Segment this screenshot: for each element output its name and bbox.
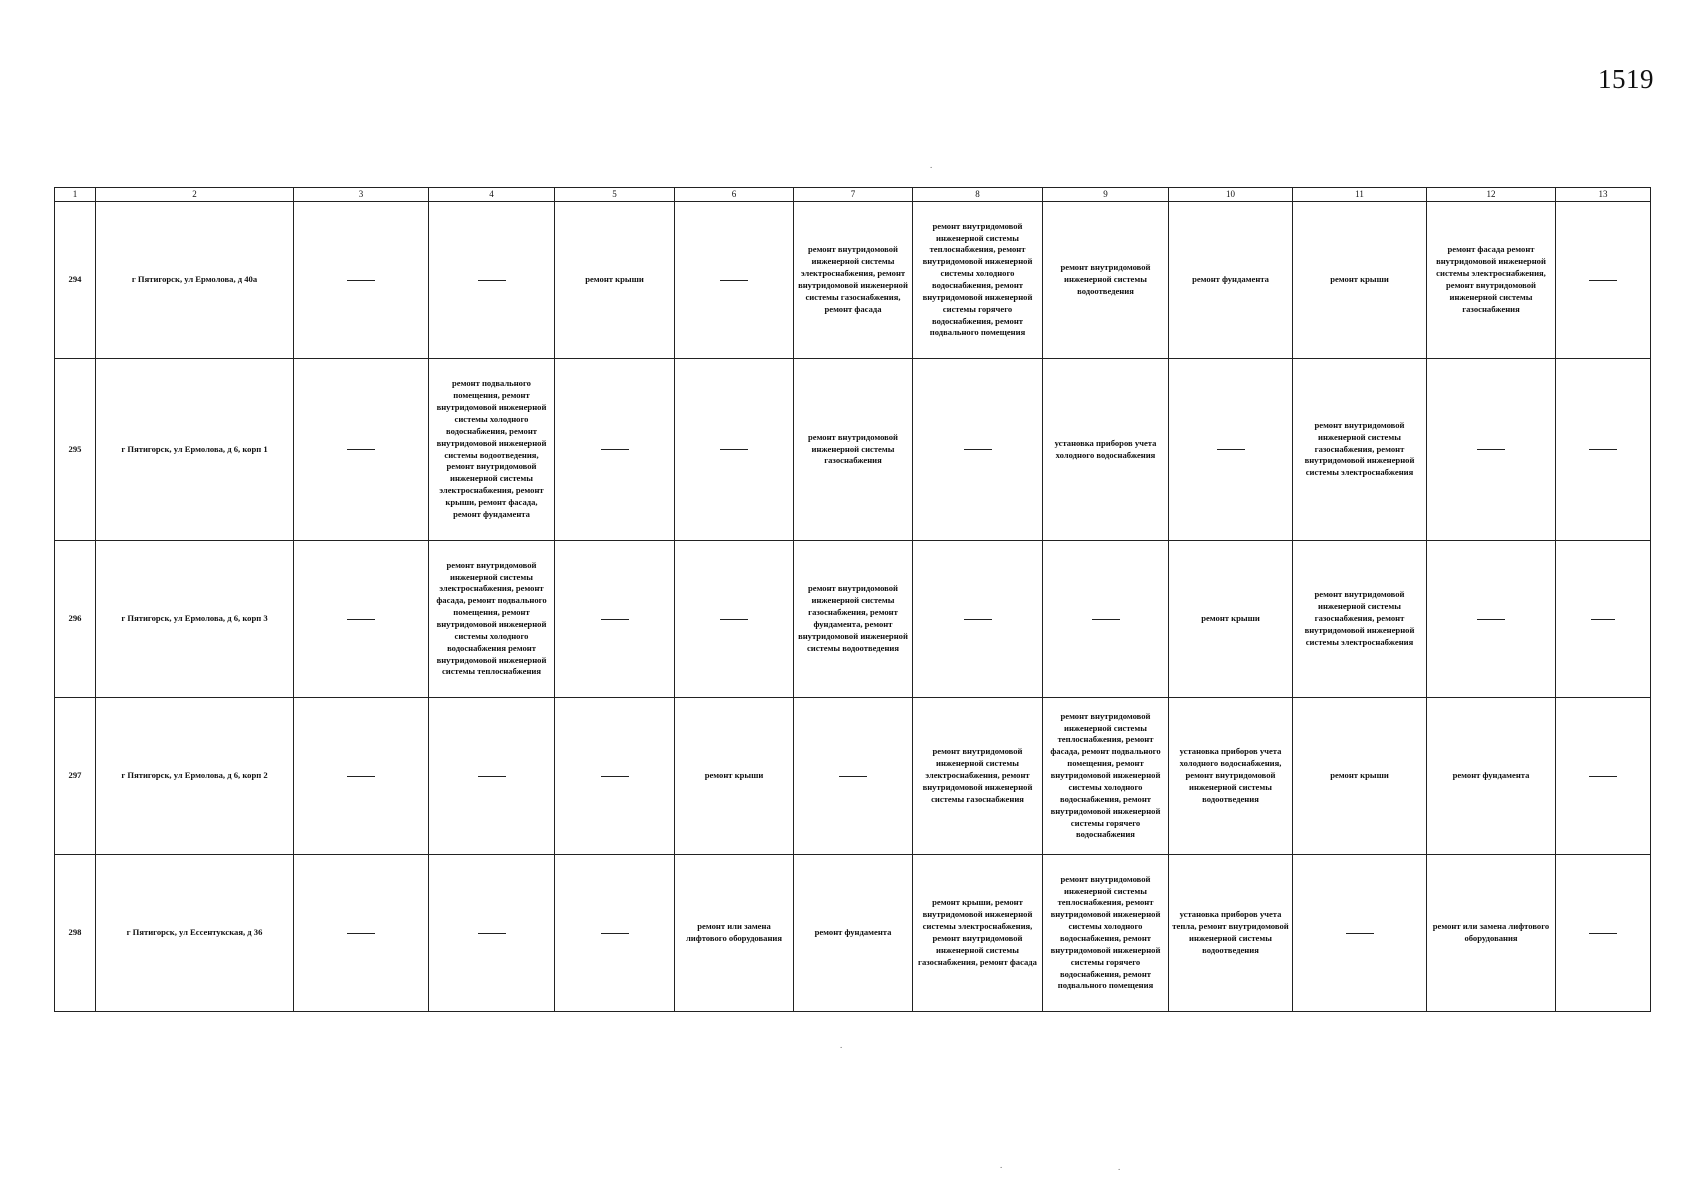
work-cell: ремонт крыши, ремонт внутридомовой инженерной системы электроснабжения, ремонт внутридомовой инженерной системы газоснабжения, ремонт фасада (913, 855, 1043, 1012)
row-number: 298 (55, 855, 96, 1012)
empty-dash (1556, 202, 1651, 359)
work-cell: установка приборов учета тепла, ремонт внутридомовой инженерной системы водоотведения (1169, 855, 1293, 1012)
row-number: 297 (55, 698, 96, 855)
work-cell: ремонт внутридомовой инженерной системы теплоснабжения, ремонт внутридомовой инженерной системы холодного водоснабжения, ремонт внутридомовой инженерной системы горячего водоснабжения, ремонт подвального помещения (913, 202, 1043, 359)
address-cell: г Пятигорск, ул Ермолова, д 6, корп 3 (96, 541, 294, 698)
col-header-5: 5 (555, 188, 675, 202)
col-header-6: 6 (675, 188, 794, 202)
table-row (55, 855, 1651, 1012)
col-header-8: 8 (913, 188, 1043, 202)
empty-dash (1043, 541, 1169, 698)
scan-speck: . (840, 1040, 843, 1050)
col-header-13: 13 (1556, 188, 1651, 202)
empty-dash (1427, 359, 1556, 541)
empty-dash (1169, 359, 1293, 541)
work-cell: установка приборов учета холодного водоснабжения, ремонт внутридомовой инженерной системы водоотведения (1169, 698, 1293, 855)
empty-dash (294, 698, 429, 855)
row-number: 295 (55, 359, 96, 541)
table-row (55, 541, 1651, 698)
empty-dash (1556, 541, 1651, 698)
col-header-2: 2 (96, 188, 294, 202)
work-cell: ремонт или замена лифтового оборудования (1427, 855, 1556, 1012)
empty-dash (429, 855, 555, 1012)
work-cell: ремонт внутридомовой инженерной системы газоснабжения (794, 359, 913, 541)
empty-dash (1556, 359, 1651, 541)
work-cell: ремонт внутридомовой инженерной системы водоотведения (1043, 202, 1169, 359)
work-cell: ремонт фундамента (1427, 698, 1556, 855)
work-cell: ремонт крыши (555, 202, 675, 359)
empty-dash (294, 202, 429, 359)
column-number-row (55, 188, 1651, 202)
col-header-1: 1 (55, 188, 96, 202)
empty-dash (675, 202, 794, 359)
col-header-3: 3 (294, 188, 429, 202)
work-cell: ремонт внутридомовой инженерной системы электроснабжения, ремонт внутридомовой инженерной системы газоснабжения, ремонт фасада (794, 202, 913, 359)
repair-schedule-table (54, 187, 1651, 1012)
address-cell: г Пятигорск, ул Ермолова, д 40а (96, 202, 294, 359)
work-cell: установка приборов учета холодного водоснабжения (1043, 359, 1169, 541)
address-cell: г Пятигорск, ул Ермолова, д 6, корп 2 (96, 698, 294, 855)
empty-dash (1556, 855, 1651, 1012)
empty-dash (913, 541, 1043, 698)
empty-dash (794, 698, 913, 855)
work-cell: ремонт подвального помещения, ремонт внутридомовой инженерной системы холодного водоснабжения, ремонт внутридомовой инженерной системы водоотведения, ремонт внутридомовой инженерной системы электроснабжения, ремонт крыши, ремонт фасада, ремонт фундамента (429, 359, 555, 541)
empty-dash (913, 359, 1043, 541)
work-cell: ремонт крыши (675, 698, 794, 855)
work-cell: ремонт крыши (1293, 698, 1427, 855)
col-header-10: 10 (1169, 188, 1293, 202)
empty-dash (555, 698, 675, 855)
table-row (55, 698, 1651, 855)
empty-dash (429, 698, 555, 855)
empty-dash (555, 541, 675, 698)
page-number: 1519 (1598, 64, 1654, 94)
work-cell: ремонт фундамента (1169, 202, 1293, 359)
work-cell: ремонт внутридомовой инженерной системы теплоснабжения, ремонт внутридомовой инженерной системы холодного водоснабжения, ремонт внутридомовой инженерной системы горячего водоснабжения, ремонт подвального помещения (1043, 855, 1169, 1012)
work-cell: ремонт внутридомовой инженерной системы газоснабжения, ремонт фундамента, ремонт внутридомовой инженерной системы водоотведения (794, 541, 913, 698)
empty-dash (429, 202, 555, 359)
empty-dash (294, 359, 429, 541)
table-row (55, 202, 1651, 359)
work-cell: ремонт фундамента (794, 855, 913, 1012)
work-cell: ремонт крыши (1293, 202, 1427, 359)
col-header-11: 11 (1293, 188, 1427, 202)
work-cell: ремонт внутридомовой инженерной системы электроснабжения, ремонт внутридомовой инженерной системы газоснабжения (913, 698, 1043, 855)
work-cell: ремонт внутридомовой инженерной системы электроснабжения, ремонт фасада, ремонт подвального помещения, ремонт внутридомовой инженерной системы холодного водоснабжения ремонт внутридомовой инженерной системы теплоснабжения (429, 541, 555, 698)
empty-dash (1427, 541, 1556, 698)
col-header-4: 4 (429, 188, 555, 202)
address-cell: г Пятигорск, ул Ермолова, д 6, корп 1 (96, 359, 294, 541)
empty-dash (555, 855, 675, 1012)
col-header-7: 7 (794, 188, 913, 202)
empty-dash (1293, 855, 1427, 1012)
scan-speck: . (1000, 1160, 1003, 1170)
work-cell: ремонт внутридомовой инженерной системы газоснабжения, ремонт внутридомовой инженерной системы электроснабжения (1293, 359, 1427, 541)
empty-dash (675, 359, 794, 541)
work-cell: ремонт крыши (1169, 541, 1293, 698)
col-header-12: 12 (1427, 188, 1556, 202)
scan-speck: . (930, 160, 933, 170)
row-number: 296 (55, 541, 96, 698)
table-row (55, 359, 1651, 541)
col-header-9: 9 (1043, 188, 1169, 202)
empty-dash (294, 855, 429, 1012)
address-cell: г Пятигорск, ул Ессентукская, д 36 (96, 855, 294, 1012)
work-cell: ремонт или замена лифтового оборудования (675, 855, 794, 1012)
empty-dash (1556, 698, 1651, 855)
empty-dash (294, 541, 429, 698)
row-number: 294 (55, 202, 96, 359)
work-cell: ремонт внутридомовой инженерной системы газоснабжения, ремонт внутридомовой инженерной системы электроснабжения (1293, 541, 1427, 698)
work-cell: ремонт фасада ремонт внутридомовой инженерной системы электроснабжения, ремонт внутридомовой инженерной системы газоснабжения (1427, 202, 1556, 359)
work-cell: ремонт внутридомовой инженерной системы теплоснабжения, ремонт фасада, ремонт подвального помещения, ремонт внутридомовой инженерной системы холодного водоснабжения, ремонт внутридомовой инженерной системы горячего водоснабжения (1043, 698, 1169, 855)
scan-speck: . (1118, 1162, 1121, 1172)
empty-dash (675, 541, 794, 698)
empty-dash (555, 359, 675, 541)
